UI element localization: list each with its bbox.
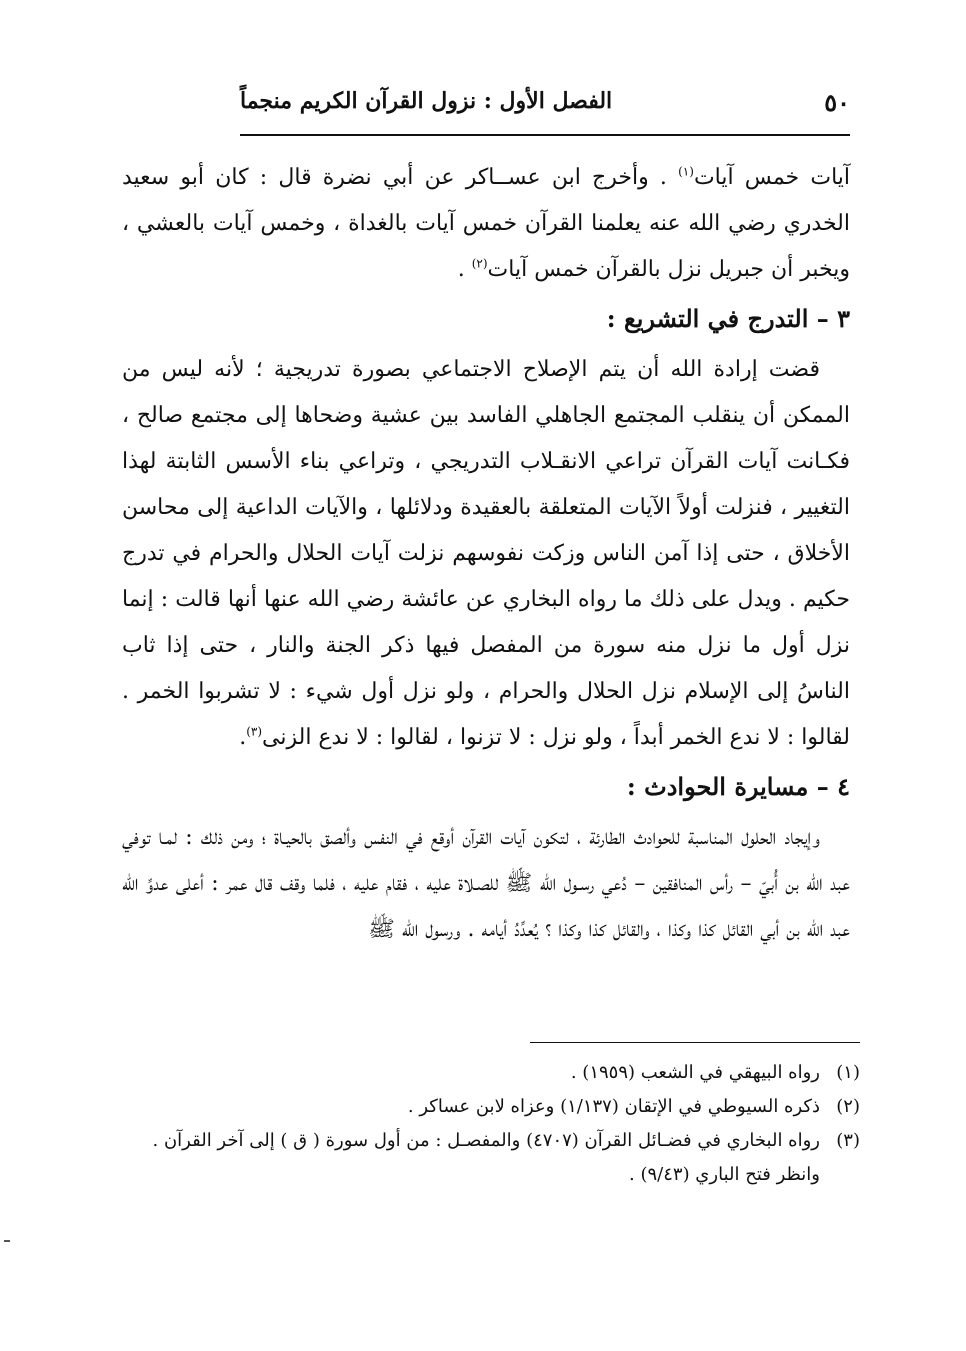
footnote-text: ذكره السيوطي في الإتقان (١/١٣٧) وعزاه لابن عساكر . bbox=[407, 1096, 820, 1117]
paragraph-2 bbox=[122, 347, 850, 761]
page-number: ٥٠ bbox=[824, 88, 850, 117]
paragraph-2-end: . bbox=[239, 725, 247, 750]
section-heading-3: ٣ – التدرج في التشريع : bbox=[606, 304, 850, 333]
main-text bbox=[122, 155, 850, 953]
paragraph-1 bbox=[122, 155, 850, 293]
footnote-ref-1: (١) bbox=[678, 164, 694, 179]
footnote-text: رواه البخاري في فضـائل القرآن (٤٧٠٧) والمفصـل : من أول سورة ( ق ) إلى آخر القرآن . وانظر فتح الباري (٩/٤٣) . bbox=[152, 1130, 820, 1185]
section-heading-4: ٤ – مسايرة الحوادث : bbox=[626, 772, 850, 801]
footnote-ref-2: (٢) bbox=[471, 256, 488, 271]
paragraph-1-end: . bbox=[457, 257, 472, 282]
paragraph-1-text: آيات خمس آيات bbox=[693, 165, 851, 190]
footnote-ref-3: (٣) bbox=[246, 724, 263, 739]
paragraph-2-text: قضت إرادة الله أن يتم الإصلاح الاجتماعي بصورة تدريجية ؛ لأنه ليس من الممكن أن ينقلب المجتمع الجاهلي الفاسد بين عشية وضحاها إلى مجتمع صالح ، فكـانت آيات القرآن تراعي الانقـلاب التدريجي ، وتراعي بناء الأسس الثابتة لهذا التغيير ، فنزلت أولاً الآيات المتعلقة بالعقيدة ودلائلها ، والآيات الداعية إلى محاسن الأخلاق ، حتى إذا آمن الناس وزكت نفوسهم نزلت آيات الحلال والحرام في تدرج حكيم . ويدل على ذلك ما رواه البخاري عن عائشة رضي الله عنها أنها قالت : إنما نزل أول ما نزل منه سورة من المفصل فيها ذكر الجنة والنار ، حتى إذا ثاب الناسُ إلى الإسلام نزل الحلال والحرام ، ولو نزل أول شيء : لا تشربوا الخمر . لقالوا : لا ندع الخمر أبداً ، ولو نزل : لا تزنوا ، لقالوا : لا ندع الزنى bbox=[122, 357, 851, 750]
footnote-number: (٢) bbox=[836, 1096, 860, 1117]
footnote-number: (١) bbox=[836, 1062, 860, 1083]
page-header bbox=[240, 84, 850, 124]
footnote-text: رواه البيهقي في الشعب (١٩٥٩) . bbox=[570, 1062, 820, 1083]
footnotes bbox=[130, 1056, 860, 1192]
scan-mark bbox=[4, 1240, 10, 1242]
paragraph-3: وإيجاد الحلول المناسبة للحوادث الطارئة ، لتكون آيات القرآن أوقع في النفس وألصق بالحيـاة ؛ ومن ذلك : لمـا توفي عبد الله بن أُبيّ – رأس المنافقين – دُعي رسـول الله ﷺ للصـلاة عليه ، فقام عليه ، فلما وقف قال عمر : أعلى عدوِّ الله عبد الله بن أبي القائل كذا وكذا ، والقائل كذا وكذا ؟ يُعدِّدُ أيامه . ورسول الله ﷺ bbox=[122, 825, 850, 942]
footnote-item bbox=[130, 1124, 860, 1192]
header-divider bbox=[240, 134, 850, 136]
footnote-number: (٣) bbox=[836, 1130, 860, 1151]
chapter-title: الفصل الأول : نزول القرآن الكريم منجماً bbox=[240, 88, 613, 114]
footnote-item bbox=[130, 1056, 860, 1090]
footnote-divider bbox=[530, 1042, 860, 1043]
footnote-item bbox=[130, 1090, 860, 1124]
paragraph-1-continued: . وأخرج ابن عســاكر عن أبي نضرة قال : كان أبو سعيد الخدري رضي الله عنه يعلمنا القرآن خمس آيات بالغداة ، وخمس آيات بالعشي ، ويخبر أن جبريل نزل بالقرآن خمس آيات bbox=[122, 165, 850, 282]
